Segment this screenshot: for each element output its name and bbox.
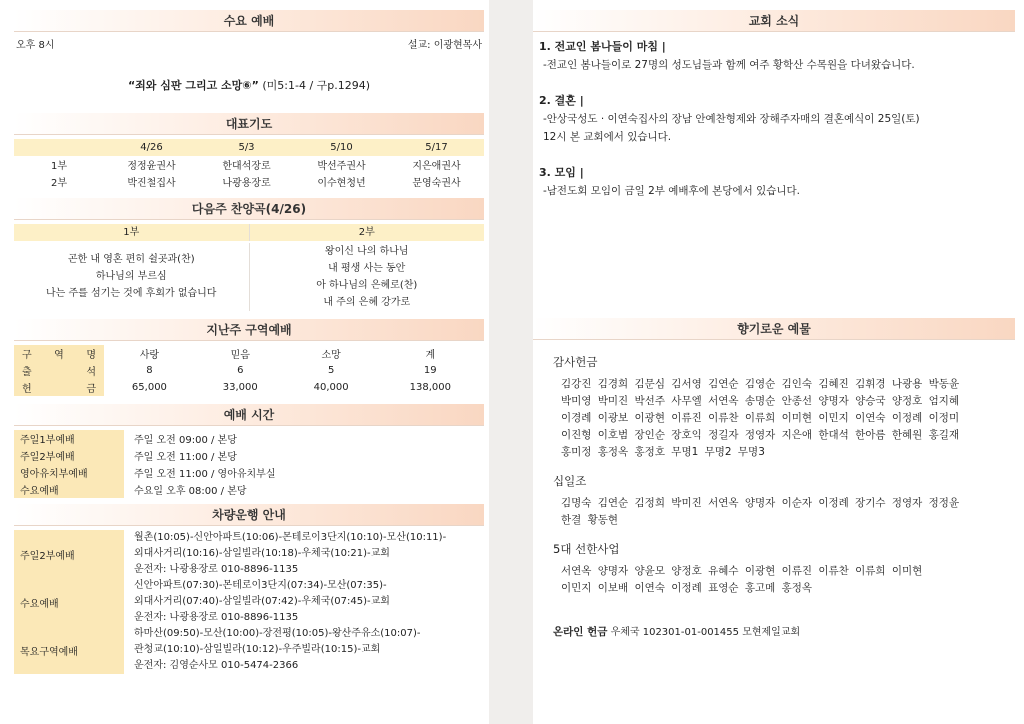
hymns-head-row [14,224,484,241]
news-header: 교회 소식 [533,10,1015,32]
prayer-date: 4/26 [140,142,163,153]
list-item: 박미영 박미진 박선주 사무엘 서연옥 송명순 안종선 양명자 양승국 양정호 엄지혜 [561,395,960,407]
bus-line: 관청교(10:10)-삼일빌라(10:12)-우주빌라(10:15)-교회 [134,644,381,655]
table-row [14,173,484,190]
district-row-label: 헌 금 [14,379,104,396]
bus-table [14,530,484,674]
service-times-table [14,430,484,498]
prayer-date: 5/10 [330,142,353,153]
prayer-row-label: 1부 [50,161,68,172]
district-head-label: 구 역 명 [14,345,104,362]
center-fold [489,0,533,724]
prayer-header: 대표기도 [14,113,484,135]
bus-line: 외대사거리(07:40)-삼일빌라(07:42)-우체국(07:45)-교회 [134,596,390,607]
news-title: 2. 결혼 | [539,94,584,107]
prayer-date: 5/3 [238,142,255,153]
service-times-header: 예배 시간 [14,404,484,426]
prayer-row-label: 2부 [50,178,68,189]
service-label: 주일2부예배 [14,447,124,464]
news-title: 1. 전교인 봄나들이 마침 | [539,40,666,53]
table-row [14,626,484,674]
bus-label: 주일2부예배 [14,530,124,578]
prayer-name: 정정윤권사 [127,161,176,172]
hymns-col1 [14,243,250,311]
sermon-title-text: “죄와 심판 그리고 소망⑥” [127,79,259,92]
bus-line: 하마산(09:50)-모산(10:00)-장전평(10:05)-왕산주유소(10:07)- [134,628,421,639]
district-value: 65,000 [131,382,167,393]
list-item: 곤한 내 영혼 편히 쉴곳과(찬) [67,254,195,265]
sermon-title [14,55,484,113]
list-item: 왕이신 나의 하나님 [324,246,409,257]
bus-label: 목요구역예배 [14,626,124,674]
list-item: 나는 주를 섬기는 것에 후회가 없습니다 [46,288,217,299]
prayer-name: 한대석장로 [222,161,271,172]
table-row [14,481,484,498]
table-row [14,362,484,379]
table-row [14,578,484,626]
district-head: 계 [425,350,436,361]
prayer-name: 이수현청년 [317,178,366,189]
list-item: 서연옥 양명자 양윤모 양정호 유혜수 이광현 이류진 이류찬 이류희 이미현 [561,565,923,577]
bus-driver: 운전자: 김영순사모 010-5474-2366 [134,660,299,671]
list-item: 내 평생 사는 동안 [328,263,406,274]
news-line: -전교인 봄나들이로 27명의 성도님들과 함께 여주 황학산 수목원을 다녀왔습니다. [543,59,915,71]
prayer-date-row [14,139,484,156]
hymns-body [14,241,484,315]
hymns-header: 다음주 찬양곡(4/26) [14,198,484,220]
news-line: -남전도회 모임이 금일 2부 예배후에 본당에서 있습니다. [543,185,800,197]
wed-service-header: 수요 예배 [14,10,484,32]
district-value: 5 [327,365,335,376]
bus-line: 신안아파트(07:30)-몬테로이3단지(07:34)-모산(07:35)- [134,580,387,591]
news-title: 3. 모임 | [539,166,584,179]
offering-category: 5대 선한사업 [553,542,620,556]
wed-service-time: 오후 8시 [16,40,55,51]
bus-route [124,626,484,674]
prayer-name: 지은애권사 [412,161,461,172]
bus-line: 월촌(10:05)-신안아파트(10:06)-몬테로이3단지(10:10)-모산(10:11)- [134,532,447,543]
prayer-table [14,139,484,190]
table-row [14,156,484,173]
bus-header: 차량운행 안내 [14,504,484,526]
table-row [14,345,484,362]
district-value: 40,000 [313,382,349,393]
list-item: 내 주의 은혜 강가로 [323,297,411,308]
prayer-name: 나광용장로 [222,178,271,189]
offerings-header: 향기로운 예물 [533,318,1015,340]
bus-label: 수요예배 [14,578,124,626]
list-item: 아 하나님의 은혜로(찬) [316,280,418,291]
hymns-col1-head: 1부 [14,224,250,241]
service-label: 수요예배 [14,481,124,498]
prayer-date: 5/17 [425,142,448,153]
list-item: 홍미정 홍정옥 홍정호 무명1 무명2 무명3 [561,446,765,458]
news-item [533,74,1015,146]
service-label: 주일1부예배 [14,430,124,447]
table-row [14,530,484,578]
right-column [533,10,1015,639]
district-head: 믿음 [230,350,250,361]
offering-category: 십일조 [553,474,587,488]
table-row [14,447,484,464]
list-item: 하나님의 부르심 [95,271,167,282]
left-column [14,10,484,674]
online-offering [533,597,1015,639]
district-head: 사랑 [139,350,160,361]
hymns-col2 [250,243,485,311]
district-head: 소망 [321,350,341,361]
district-value: 19 [423,365,437,376]
service-value: 수요일 오후 08:00 / 본당 [134,486,247,497]
offering-category: 감사헌금 [553,355,598,369]
list-item: 이경례 이광보 이광현 이류진 이류찬 이류희 이미현 이민지 이연숙 이정례 이정미 [561,412,960,424]
service-value: 주일 오전 09:00 / 본당 [134,435,237,446]
district-table [14,345,484,396]
district-value: 33,000 [222,382,258,393]
offering-names [533,376,1015,461]
district-value: 8 [146,365,153,376]
bus-line: 외대사거리(10:16)-삼일빌라(10:18)-우체국(10:21)-교회 [134,548,390,559]
list-item: 한결 황동현 [561,514,619,526]
list-item: 김명숙 김연순 김정희 박미진 서연옥 양명자 이순자 이정례 장기수 정영자 정정윤 [561,497,960,509]
list-item: 이민지 이보배 이연숙 이정례 표영순 홍고메 홍정옥 [561,582,813,594]
list-item: 이진형 이호범 장인순 장호익 정길자 정영자 지은애 한대석 한아름 한혜원 홍길재 [561,429,960,441]
list-item: 김강진 김경희 김문심 김서영 김연순 김영순 김인숙 김혜진 김휘경 나광용 박동윤 [561,378,960,390]
news-line: -안상국성도 · 이연숙집사의 장남 안예찬형제와 장해주자매의 결혼예식이 25일(토) [543,113,920,125]
offering-names [533,495,1015,529]
table-row [14,379,484,396]
district-header: 지난주 구역예배 [14,319,484,341]
wed-service-preacher: 설교: 이광현목사 [407,40,482,51]
service-value: 주일 오전 11:00 / 본당 [134,452,237,463]
prayer-corner [14,139,104,156]
hymns-col2-head: 2부 [358,227,375,238]
table-row [14,430,484,447]
news-item [533,146,1015,200]
bus-route [124,530,484,578]
wed-service-meta [14,32,484,55]
news-item [533,32,1015,74]
service-value: 주일 오전 11:00 / 영아유치부실 [134,469,276,480]
district-row-label: 출 석 [14,362,104,379]
district-value: 6 [237,365,244,376]
district-value: 138,000 [409,382,451,393]
sermon-reference: (미5:1-4 / 구p.1294) [262,79,371,92]
prayer-name: 박진철집사 [127,178,176,189]
offering-names [533,563,1015,597]
prayer-name: 박선주권사 [317,161,366,172]
news-line: 12시 본 교회에서 있습니다. [543,131,672,143]
service-label: 영아유치부예배 [14,464,124,481]
table-row [14,464,484,481]
bus-driver: 운전자: 나광용장로 010-8896-1135 [134,612,299,623]
bus-route [124,578,484,626]
online-offering-label: 온라인 헌금 [553,626,608,638]
online-offering-account: 우체국 102301-01-001455 모현제일교회 [610,627,801,638]
prayer-name: 문영숙권사 [412,178,461,189]
bus-driver: 운전자: 나광용장로 010-8896-1135 [134,564,299,575]
